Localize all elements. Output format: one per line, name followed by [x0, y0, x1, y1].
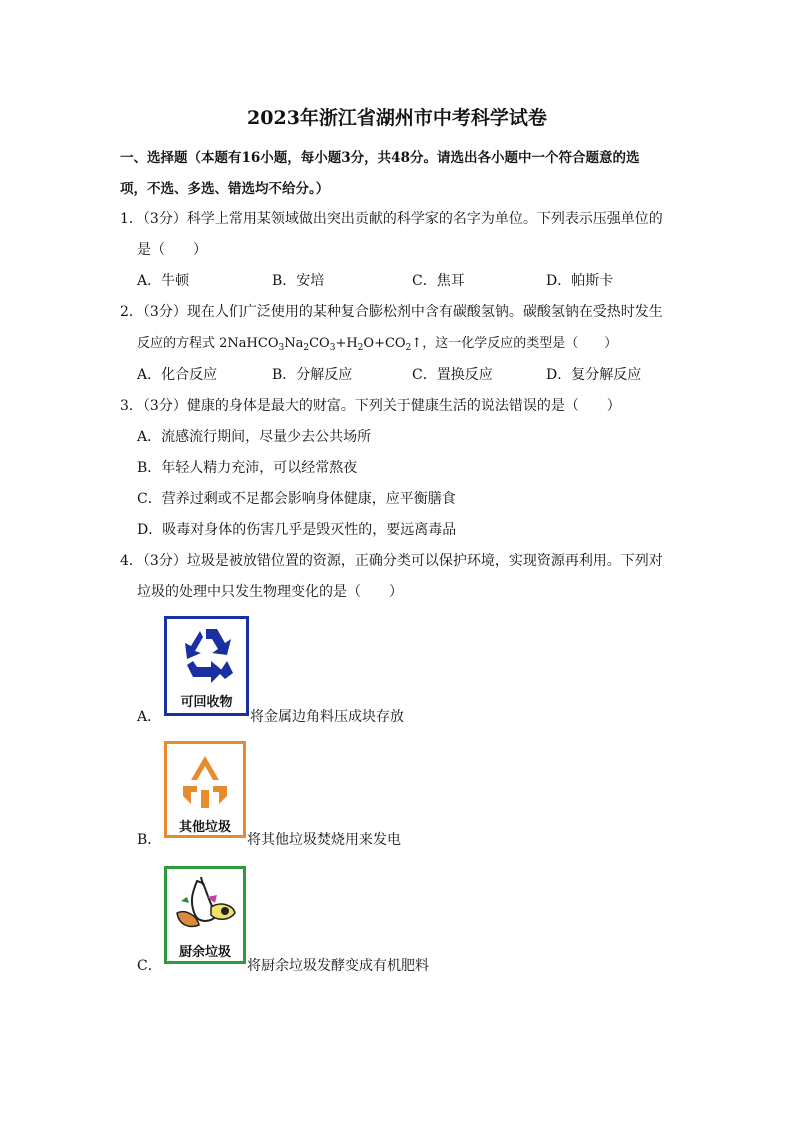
q4-option-b[interactable]: B． — [137, 832, 162, 848]
q3-option-c[interactable]: C．营养过剩或不足都会影响身体健康，应平衡膳食 — [137, 491, 456, 507]
q4-option-a-text[interactable]: 将金属边角料压成块存放 — [250, 709, 404, 725]
q4-option-a[interactable]: A． — [137, 709, 162, 725]
kitchen-waste-sign-label: 厨余垃圾 — [178, 945, 231, 960]
section-heading-line2: 项，不选、多选、错选均不给分。） — [120, 181, 330, 197]
recyclable-sign — [164, 616, 249, 716]
q4-option-c[interactable]: C． — [137, 958, 162, 974]
question-1-stem-cont: 是（ ） — [137, 242, 207, 258]
other-waste-sign — [164, 741, 246, 838]
question-1-stem: 1．（3分）科学上常用某领域做出突出贡献的科学家的名字为单位。下列表示压强单位的 — [120, 211, 663, 227]
question-3-stem: 3．（3分）健康的身体是最大的财富。下列关于健康生活的说法错误的是（ ） — [120, 398, 621, 414]
question-2-stem: 2．（3分）现在人们广泛使用的某种复合膨松剂中含有碳酸氢钠。碳酸氢钠在受热时发生 — [120, 304, 663, 320]
q2-option-b[interactable]: B．分解反应 — [272, 367, 353, 383]
q2-option-c[interactable]: C．置换反应 — [412, 367, 493, 383]
kitchen-waste-icon — [167, 871, 243, 939]
q3-option-b[interactable]: B．年轻人精力充沛，可以经常熬夜 — [137, 460, 358, 476]
question-4-stem-cont: 垃圾的处理中只发生物理变化的是（ ） — [137, 584, 403, 600]
recycle-icon — [167, 621, 246, 691]
recyclable-sign-label: 可回收物 — [180, 695, 233, 710]
q1-option-b[interactable]: B．安培 — [272, 273, 325, 289]
q1-option-c[interactable]: C．焦耳 — [412, 273, 465, 289]
page-title: 2023年浙江省湖州市中考科学试卷 — [247, 107, 547, 129]
section-heading-line1: 一、选择题（本题有16小题，每小题3分，共48分。请选出各小题中一个符合题意的选 — [120, 150, 640, 166]
q4-option-c-text[interactable]: 将厨余垃圾发酵变成有机肥料 — [247, 958, 429, 974]
question-2-equation: 反应的方程式 $2NaHCO_3Na_2CO_3+H_2O+CO_2↑$，这一化学反应的类型是（ ） — [137, 336, 618, 353]
other-waste-icon — [167, 746, 243, 814]
q1-option-a[interactable]: A．牛顿 — [137, 273, 190, 289]
other-waste-sign-label: 其他垃圾 — [178, 820, 231, 835]
q2-option-a[interactable]: A．化合反应 — [137, 367, 218, 383]
q3-option-d[interactable]: D．吸毒对身体的伤害几乎是毁灭性的，要远离毒品 — [137, 522, 457, 538]
kitchen-waste-sign — [164, 866, 246, 964]
q4-option-b-text[interactable]: 将其他垃圾焚烧用来发电 — [247, 832, 401, 848]
q2-option-d[interactable]: D．复分解反应 — [546, 367, 642, 383]
q1-option-d[interactable]: D．帕斯卡 — [546, 273, 614, 289]
question-4-stem: 4．（3分）垃圾是被放错位置的资源，正确分类可以保护环境，实现资源再利用。下列对 — [120, 553, 663, 569]
q3-option-a[interactable]: A．流感流行期间，尽量少去公共场所 — [137, 429, 372, 445]
